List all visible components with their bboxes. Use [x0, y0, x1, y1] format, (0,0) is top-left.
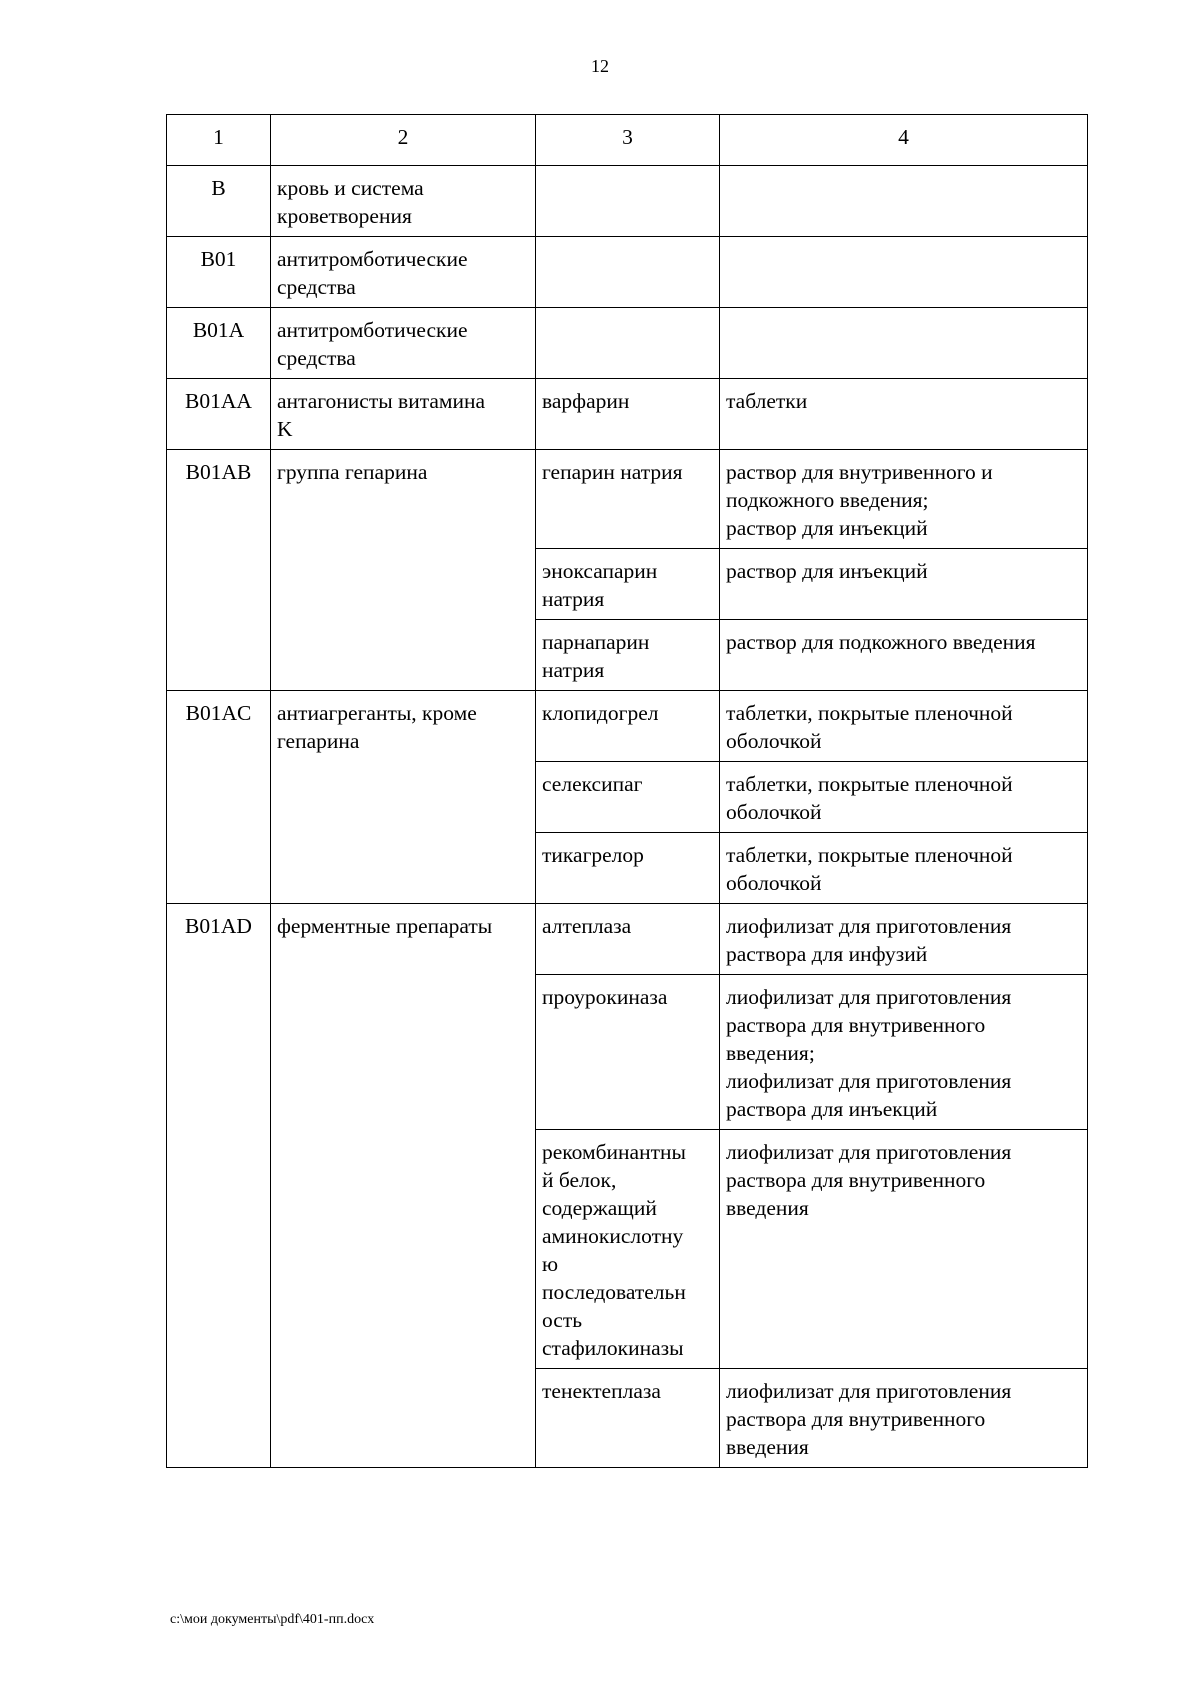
atc-code-cell: B01AD	[167, 904, 271, 1468]
drug-name-cell	[536, 450, 720, 549]
dosage-form-cell	[720, 549, 1088, 620]
drug-name-cell	[536, 833, 720, 904]
dosage-form-cell	[720, 450, 1088, 549]
drug-name-cell	[536, 691, 720, 762]
file-path-footer: c:\мои документы\pdf\401-пп.docx	[170, 1612, 375, 1627]
drug-name-text: рекомбинантны й белок, содержащий аминокислотну ю последовательн ость стафилокиназы	[542, 1140, 686, 1360]
atc-code-cell: B01AB	[167, 450, 271, 691]
drug-name-text: эноксапарин натрия	[542, 559, 658, 611]
group-name-cell	[271, 237, 536, 308]
group-name-text: антитромботические средства	[277, 247, 468, 299]
dosage-form-cell	[720, 833, 1088, 904]
drug-name-text: гепарин натрия	[542, 460, 683, 484]
header-cell-2: 2	[271, 115, 536, 166]
group-name-text: антагонисты витамина K	[277, 389, 486, 441]
drug-name-cell	[536, 549, 720, 620]
atc-code-cell: B01	[167, 237, 271, 308]
dosage-form-text: раствор для внутривенного и подкожного введения; раствор для инъекций	[726, 460, 993, 540]
dosage-form-cell	[720, 379, 1088, 450]
drug-name-text: парнапарин натрия	[542, 630, 650, 682]
group-name-cell	[271, 450, 536, 691]
dosage-form-cell	[720, 691, 1088, 762]
dosage-form-text: лиофилизат для приготовления раствора для внутривенного введения	[726, 1140, 1012, 1220]
group-name-cell	[271, 691, 536, 904]
drug-name-cell	[536, 1369, 720, 1468]
header-cell-3: 3	[536, 115, 720, 166]
dosage-form-cell	[720, 620, 1088, 691]
group-name-text: кровь и система кроветворения	[277, 176, 424, 228]
atc-code-cell: B01AA	[167, 379, 271, 450]
group-name-cell	[271, 166, 536, 237]
atc-code-cell: B01A	[167, 308, 271, 379]
dosage-form-text: лиофилизат для приготовления раствора для внутривенного введения; лиофилизат для приготовления раствора для инъекций	[726, 985, 1012, 1121]
table-row	[167, 691, 1088, 762]
drug-name-cell	[536, 975, 720, 1130]
dosage-form-cell	[720, 1369, 1088, 1468]
dosage-form-cell	[720, 904, 1088, 975]
drug-name-text: тикагрелор	[542, 843, 644, 867]
dosage-form-text: таблетки, покрытые пленочной оболочкой	[726, 843, 1013, 895]
group-name-text: антитромботические средства	[277, 318, 468, 370]
drug-name-text: проурокиназа	[542, 985, 668, 1009]
drug-name-cell	[536, 904, 720, 975]
drug-name-text: селексипаг	[542, 772, 643, 796]
dosage-form-cell	[720, 762, 1088, 833]
atc-code-cell: В	[167, 166, 271, 237]
group-name-cell	[271, 904, 536, 1468]
drug-name-cell	[536, 237, 720, 308]
drug-name-cell	[536, 762, 720, 833]
group-name-cell	[271, 379, 536, 450]
dosage-form-cell	[720, 166, 1088, 237]
dosage-form-text: таблетки, покрытые пленочной оболочкой	[726, 772, 1013, 824]
group-name-text: антиагреганты, кроме гепарина	[277, 701, 477, 753]
header-row	[167, 115, 1088, 166]
dosage-form-text: лиофилизат для приготовления раствора для инфузий	[726, 914, 1012, 966]
dosage-form-cell	[720, 308, 1088, 379]
header-cell-1: 1	[167, 115, 271, 166]
dosage-form-text: раствор для инъекций	[726, 559, 928, 583]
group-name-text: ферментные препараты	[277, 914, 493, 938]
page-number: 12	[591, 56, 609, 76]
table-row	[167, 904, 1088, 975]
drug-name-cell	[536, 379, 720, 450]
drug-name-text: алтеплаза	[542, 914, 632, 938]
group-name-cell	[271, 308, 536, 379]
table-row	[167, 308, 1088, 379]
header-cell-4: 4	[720, 115, 1088, 166]
dosage-form-text: лиофилизат для приготовления раствора для внутривенного введения	[726, 1379, 1012, 1459]
dosage-form-text: раствор для подкожного введения	[726, 630, 1036, 654]
group-name-text: группа гепарина	[277, 460, 428, 484]
dosage-form-text: таблетки	[726, 389, 808, 413]
dosage-form-cell	[720, 975, 1088, 1130]
drug-name-cell	[536, 308, 720, 379]
drug-name-text: клопидогрел	[542, 701, 659, 725]
table-row	[167, 450, 1088, 549]
dosage-form-cell	[720, 1130, 1088, 1369]
table-row	[167, 379, 1088, 450]
drug-name-cell	[536, 1130, 720, 1369]
dosage-form-text: таблетки, покрытые пленочной оболочкой	[726, 701, 1013, 753]
drug-name-text: тенектеплаза	[542, 1379, 661, 1403]
drug-name-text: варфарин	[542, 389, 630, 413]
table-row	[167, 237, 1088, 308]
drug-name-cell	[536, 620, 720, 691]
table-row	[167, 166, 1088, 237]
drug-name-cell	[536, 166, 720, 237]
atc-code-cell: B01AC	[167, 691, 271, 904]
drug-table	[166, 114, 1088, 1468]
dosage-form-cell	[720, 237, 1088, 308]
